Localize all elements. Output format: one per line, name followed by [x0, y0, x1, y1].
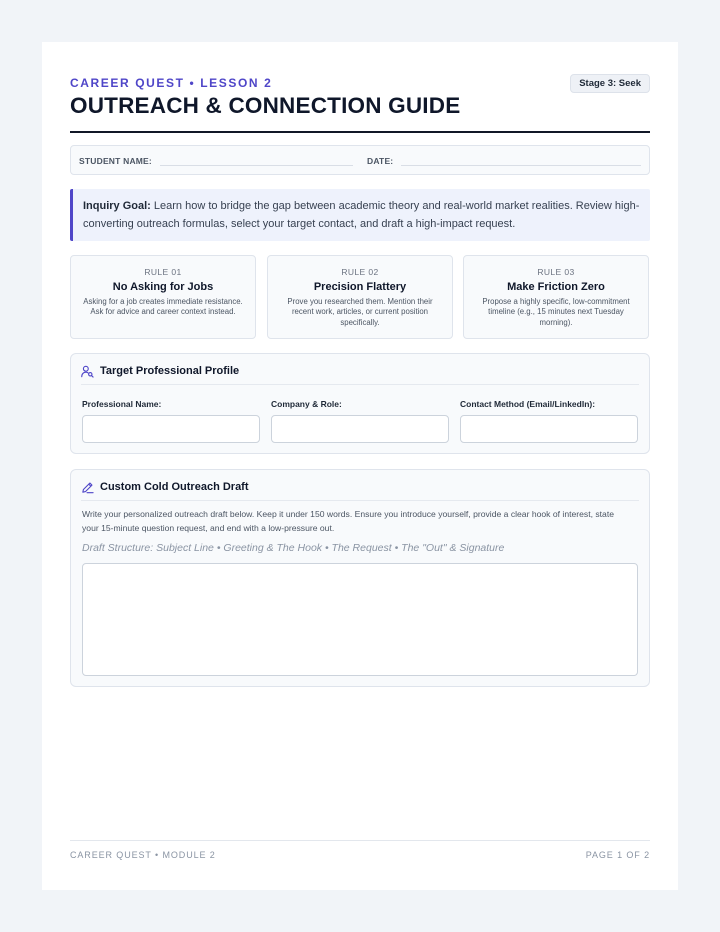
draft-instructions: Write your personalized outreach draft below. Keep it under 150 words. Ensure you introduce yourself, provide a clear hook of interest, state your 15-minute question request, and end with a low-pressure out.	[82, 509, 614, 533]
rule-card	[267, 255, 453, 339]
student-info-bar	[70, 145, 650, 175]
footer-divider	[70, 840, 650, 841]
company-role-label: Company & Role:	[271, 399, 342, 409]
outreach-draft-title: Custom Cold Outreach Draft	[100, 481, 249, 493]
draft-textarea[interactable]	[82, 563, 638, 676]
user-search-icon	[81, 365, 94, 378]
stage-badge: Stage 3: Seek	[570, 74, 650, 93]
rule-description: Asking for a job creates immediate resistance. Ask for advice and career context instead.	[83, 297, 243, 317]
footer-module: CAREER QUEST • MODULE 2	[70, 850, 216, 860]
title-divider	[70, 131, 650, 133]
footer-page-number: PAGE 1 OF 2	[585, 850, 650, 860]
inquiry-goal-callout	[70, 189, 650, 241]
rule-card	[70, 255, 256, 339]
pencil-icon	[81, 481, 94, 494]
page-title: OUTREACH & CONNECTION GUIDE	[70, 93, 461, 118]
rule-title: Precision Flattery	[313, 281, 407, 293]
target-profile-title: Target Professional Profile	[100, 365, 240, 377]
inquiry-goal-text: Learn how to bridge the gap between academic theory and real-world market realities. Review high-converting outreach formulas, select your target contact, and draft a high-impact request.	[83, 200, 640, 230]
rule-number: RULE 03	[537, 267, 575, 277]
professional-name-input[interactable]	[82, 415, 260, 443]
company-role-input[interactable]	[271, 415, 449, 443]
professional-name-label: Professional Name:	[82, 399, 162, 409]
student-name-label: STUDENT NAME:	[79, 156, 152, 166]
lesson-eyebrow: CAREER QUEST • LESSON 2	[70, 76, 273, 90]
rule-card	[463, 255, 649, 339]
date-label: DATE:	[367, 156, 394, 166]
contact-method-label: Contact Method (Email/LinkedIn):	[460, 399, 596, 409]
draft-structure-hint: Draft Structure: Subject Line • Greeting & The Hook • The Request • The "Out" & Signature	[82, 542, 505, 554]
outreach-draft-header	[81, 480, 639, 501]
rule-title: Make Friction Zero	[507, 281, 605, 293]
outreach-draft-card	[70, 469, 650, 687]
inquiry-goal-label: Inquiry Goal:	[83, 200, 151, 212]
rule-description: Propose a highly specific, low-commitment timeline (e.g., 15 minutes next Tuesday morning).	[482, 297, 630, 327]
date-line[interactable]	[401, 165, 641, 166]
rules-row	[70, 255, 650, 339]
target-profile-card	[70, 353, 650, 454]
target-profile-header	[81, 364, 639, 385]
worksheet-page	[42, 42, 678, 890]
rule-number: RULE 02	[341, 267, 379, 277]
rule-title: No Asking for Jobs	[112, 281, 214, 293]
contact-method-input[interactable]	[460, 415, 638, 443]
rule-number: RULE 01	[144, 267, 182, 277]
rule-description: Prove you researched them. Mention their recent work, articles, or current position specifically.	[287, 297, 433, 327]
student-name-line[interactable]	[160, 165, 353, 166]
